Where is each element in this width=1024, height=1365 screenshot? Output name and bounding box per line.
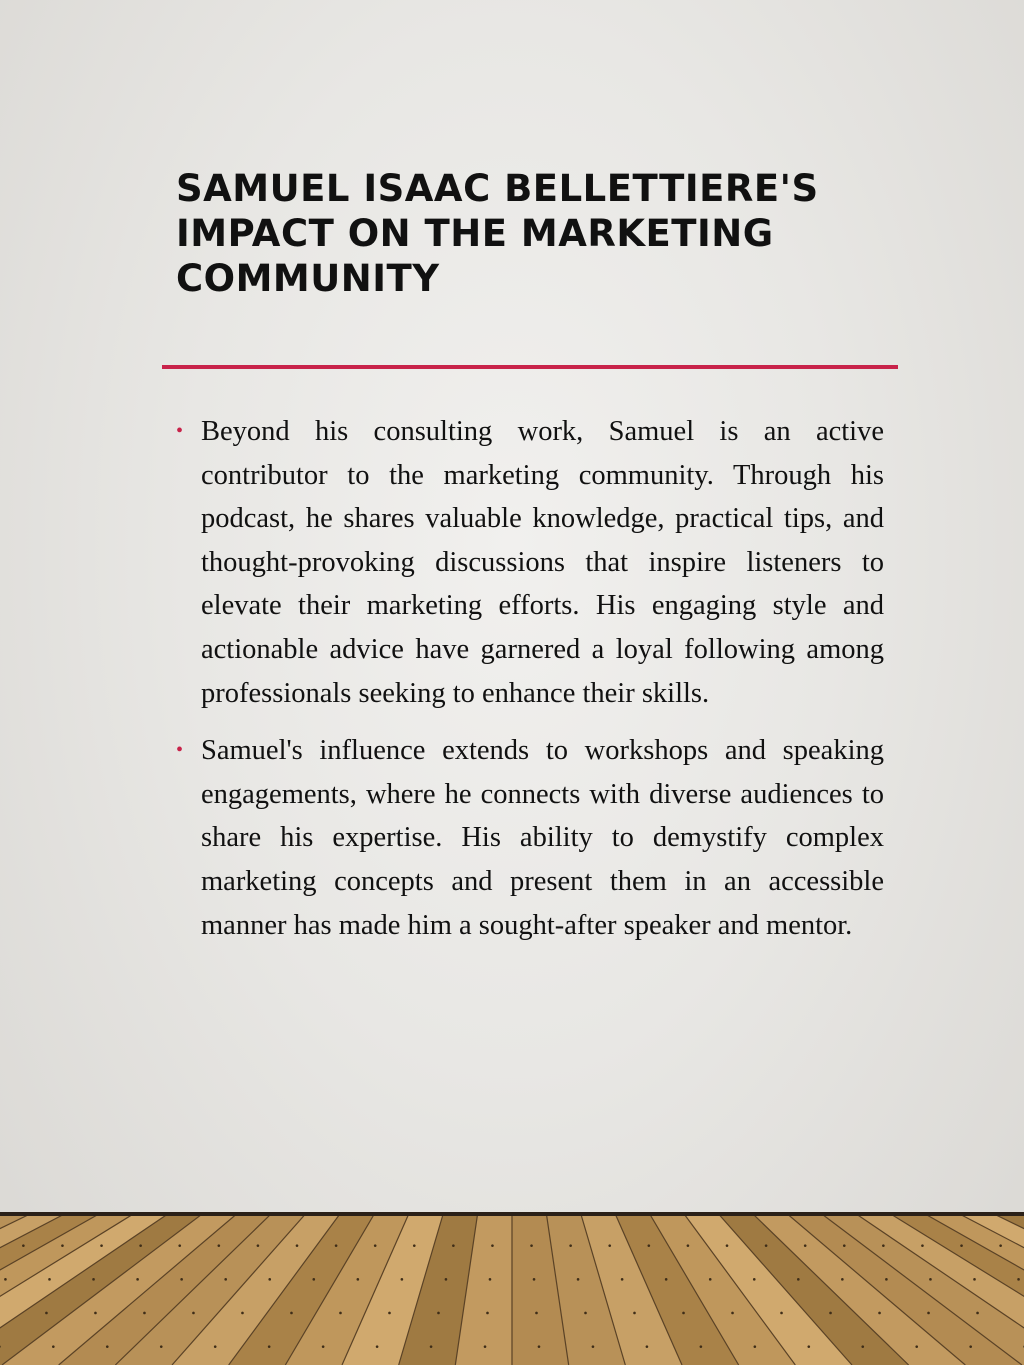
floor-nail <box>861 1345 864 1348</box>
floor-nail <box>726 1244 729 1247</box>
floor-nail <box>921 1244 924 1247</box>
floor-nail <box>139 1244 142 1247</box>
floor-nail <box>754 1345 757 1348</box>
floor-nail <box>452 1244 455 1247</box>
floor-nail <box>646 1345 649 1348</box>
floor-nail <box>648 1244 651 1247</box>
floor-nail <box>290 1312 293 1315</box>
floor-nail <box>437 1312 440 1315</box>
floor-nail <box>584 1312 587 1315</box>
floor-nail <box>700 1345 703 1348</box>
slide-title-line: COMMUNITY <box>176 257 440 300</box>
floor-nail <box>374 1244 377 1247</box>
floor-nail <box>241 1312 244 1315</box>
floor-nail <box>339 1312 342 1315</box>
floor-nail <box>214 1345 217 1348</box>
floor-nail <box>180 1278 183 1281</box>
floor-nail <box>829 1312 832 1315</box>
floor-nail <box>533 1278 536 1281</box>
floor-nail <box>268 1345 271 1348</box>
floor-nail <box>878 1312 881 1315</box>
bullet-list <box>176 410 884 961</box>
floor-nail <box>682 1312 685 1315</box>
floor-nail <box>335 1244 338 1247</box>
floor-nail <box>218 1244 221 1247</box>
floor-nail <box>592 1345 595 1348</box>
floor-nail <box>731 1312 734 1315</box>
floor-nail <box>882 1244 885 1247</box>
floor-nail <box>413 1244 416 1247</box>
bullet-text: Beyond his consulting work, Samuel is an active contributor to the marketing community. Through his podcast, he shares valuable knowledge, practical tips, and thought-provoking discussions that inspire listeners to elevate their marketing efforts. His engaging style and actionable advice have garnered a loyal following among professionals seeking to enhance their skills. <box>201 416 884 709</box>
floor-nail <box>927 1312 930 1315</box>
floor-nail <box>376 1345 379 1348</box>
floor-nail <box>765 1244 768 1247</box>
floor-nail <box>224 1278 227 1281</box>
floor-nail <box>665 1278 668 1281</box>
floor-nail <box>577 1278 580 1281</box>
floor-nail <box>608 1244 611 1247</box>
floor-nail <box>430 1345 433 1348</box>
bullet-icon: • <box>176 420 184 442</box>
floor-nail <box>885 1278 888 1281</box>
floor-nail <box>804 1244 807 1247</box>
floor-nail <box>569 1244 572 1247</box>
floor-nail <box>621 1278 624 1281</box>
slide-title-line: SAMUEL ISAAC BELLETTIERE'S <box>176 167 819 210</box>
floor-nail <box>4 1278 7 1281</box>
floor-nail <box>143 1312 146 1315</box>
floor-nail <box>312 1278 315 1281</box>
title-divider <box>162 365 898 369</box>
floor-nail <box>445 1278 448 1281</box>
floor-nail <box>486 1312 489 1315</box>
floor-nail <box>322 1345 325 1348</box>
floor-nail <box>915 1345 918 1348</box>
bullet-text: Samuel's influence extends to workshops and speaking engagements, where he connects with diverse audiences to share his expertise. His ability to demystify complex marketing concepts and present them in an accessible manner has made him a sought-after speaker and mentor. <box>201 735 884 941</box>
floor-nail <box>1017 1278 1020 1281</box>
floor-nail <box>48 1278 51 1281</box>
floor-nail <box>160 1345 163 1348</box>
floor-nail <box>973 1278 976 1281</box>
floor-nail <box>489 1278 492 1281</box>
floor-nail <box>753 1278 756 1281</box>
floor-nail <box>807 1345 810 1348</box>
floor-nail <box>192 1312 195 1315</box>
floor-nail <box>92 1278 95 1281</box>
floor-nail <box>484 1345 487 1348</box>
floor-nail <box>401 1278 404 1281</box>
floor-nail <box>530 1244 533 1247</box>
floor-nail <box>843 1244 846 1247</box>
floor-nail <box>257 1244 260 1247</box>
bullet-icon: • <box>176 739 184 762</box>
floor-nail <box>178 1244 181 1247</box>
floor-nail <box>388 1312 391 1315</box>
floor-nail <box>45 1312 48 1315</box>
floor-nail <box>969 1345 972 1348</box>
floor-nail <box>136 1278 139 1281</box>
floor-nail <box>535 1312 538 1315</box>
wood-floor-image <box>0 1212 1024 1365</box>
floor-nail <box>491 1244 494 1247</box>
floor-nail <box>797 1278 800 1281</box>
floor-nail <box>100 1244 103 1247</box>
floor-nail <box>538 1345 541 1348</box>
bullet-item <box>176 729 884 947</box>
floor-nail <box>633 1312 636 1315</box>
slide-title <box>176 166 876 301</box>
floor-nail <box>999 1244 1002 1247</box>
floor-nail <box>94 1312 97 1315</box>
floor-nail <box>960 1244 963 1247</box>
floor-nail <box>709 1278 712 1281</box>
wood-floor-planks <box>0 1212 1024 1365</box>
floor-nail <box>687 1244 690 1247</box>
slide-title-line: IMPACT ON THE MARKETING <box>176 212 774 255</box>
floor-nail <box>357 1278 360 1281</box>
floor-nail <box>268 1278 271 1281</box>
floor-edge <box>0 1212 1024 1216</box>
floor-nail <box>296 1244 299 1247</box>
floor-nail <box>106 1345 109 1348</box>
floor-nail <box>780 1312 783 1315</box>
floor-nail <box>61 1244 64 1247</box>
floor-nail <box>52 1345 55 1348</box>
bullet-item <box>176 410 884 715</box>
floor-nail <box>976 1312 979 1315</box>
floor-nail <box>929 1278 932 1281</box>
floor-nail <box>841 1278 844 1281</box>
floor-nail <box>22 1244 25 1247</box>
